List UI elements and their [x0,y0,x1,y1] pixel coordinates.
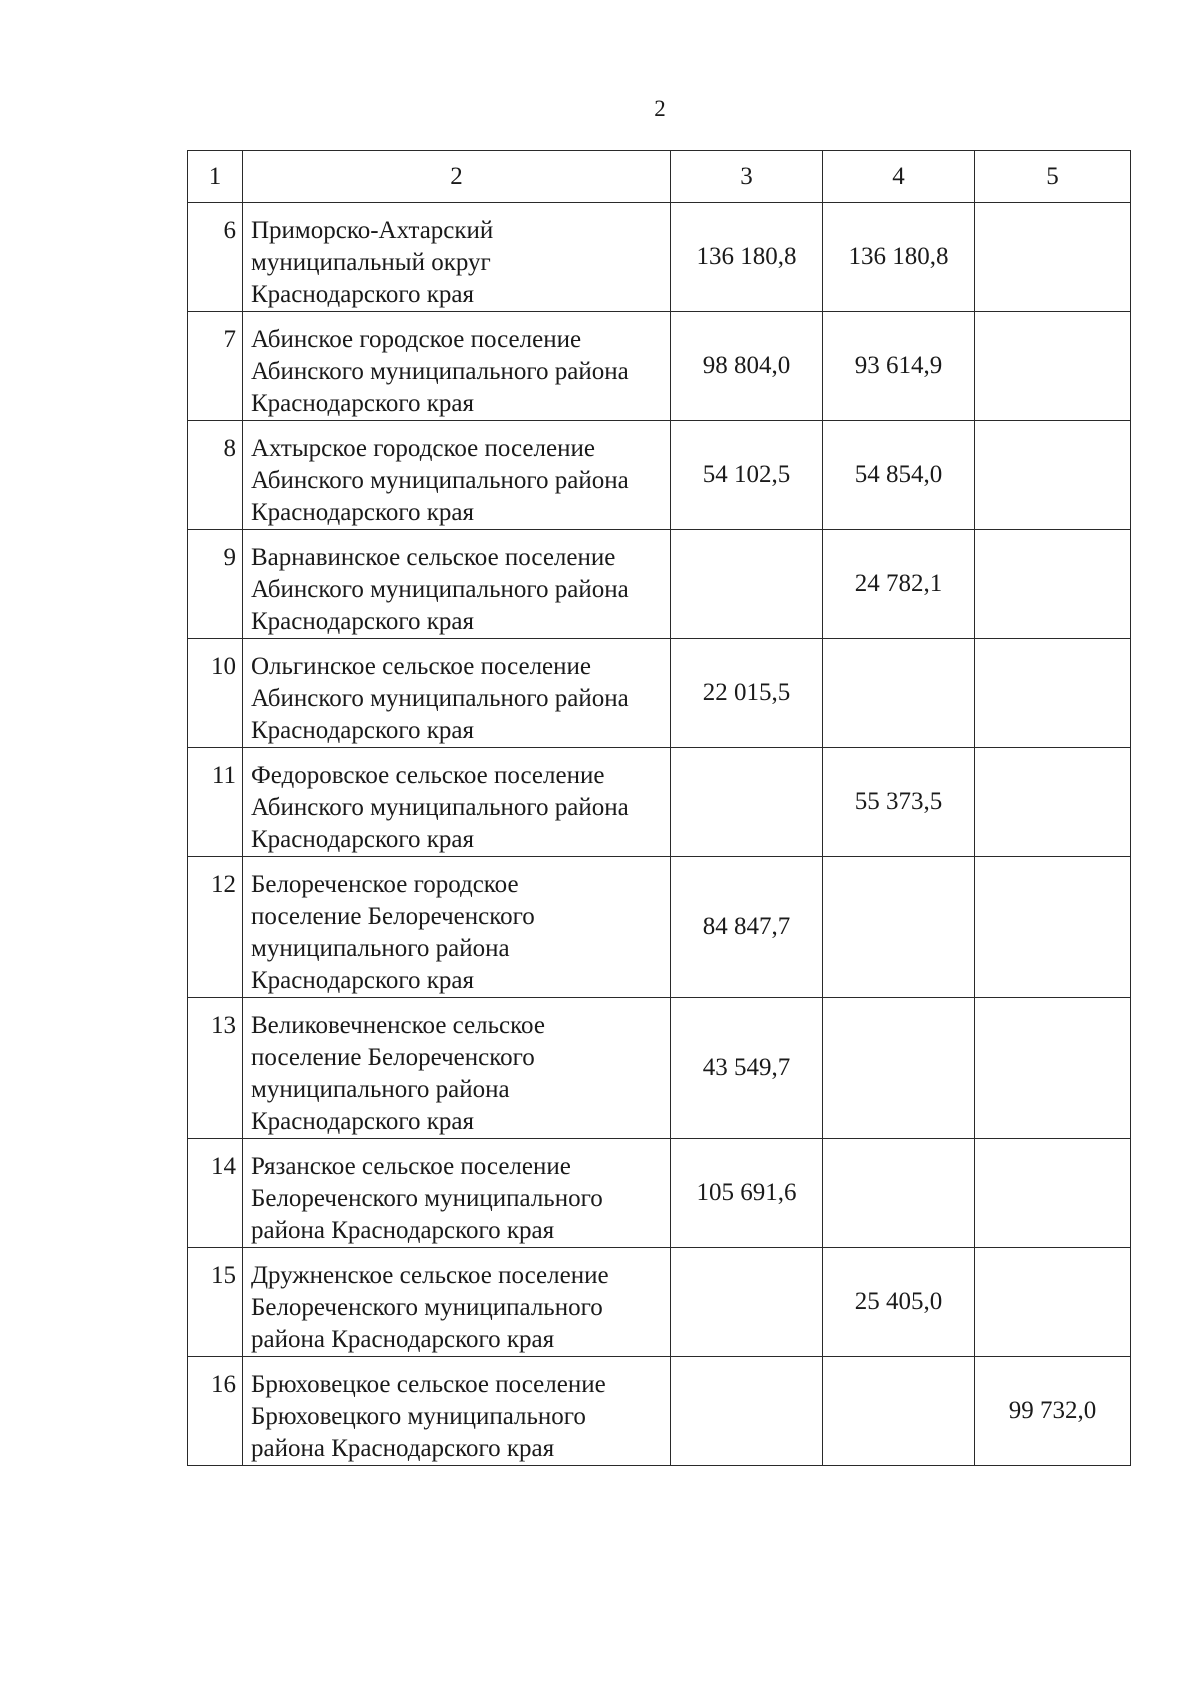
municipality-name-line: Абинского муниципального района [251,358,629,385]
municipality-name-line: поселение Белореченского [251,1044,535,1071]
amount-cell-col4: 24 782,1 [823,530,975,639]
municipality-name-line: Краснодарского края [251,390,474,417]
amount-cell-col5 [975,857,1131,998]
row-number-cell: 16 [188,1357,243,1466]
amount-cell-col4 [823,639,975,748]
municipality-name-line: Абинское городское поселение [251,326,582,353]
table-row [188,530,1131,639]
municipality-name-cell [243,857,671,998]
table-row [188,639,1131,748]
table-row [188,857,1131,998]
municipality-name-cell [243,1357,671,1466]
municipality-name-line: Абинского муниципального района [251,467,629,494]
table-row [188,312,1131,421]
table-body [188,203,1131,1466]
amount-cell-col5: 99 732,0 [975,1357,1131,1466]
table-header [188,151,1131,203]
municipality-name-line: муниципального района [251,1076,510,1103]
table-row [188,998,1131,1139]
municipality-name-line: Федоровское сельское поселение [251,762,605,789]
row-number-cell: 8 [188,421,243,530]
municipality-name-cell [243,998,671,1139]
table-row [188,1248,1131,1357]
table-row [188,1357,1131,1466]
municipality-name-line: Краснодарского края [251,717,474,744]
amount-cell-col3: 22 015,5 [671,639,823,748]
municipality-name-line: района Краснодарского края [251,1217,555,1244]
page-number: 2 [654,96,666,121]
amount-cell-col3 [671,1248,823,1357]
amount-cell-col5 [975,748,1131,857]
row-number-cell: 9 [188,530,243,639]
municipality-name-line: муниципальный округ [251,249,491,276]
amount-cell-col5 [975,1248,1131,1357]
amount-cell-col4: 136 180,8 [823,203,975,312]
municipality-name-cell [243,530,671,639]
row-number-cell: 15 [188,1248,243,1357]
municipality-name-cell [243,1248,671,1357]
municipality-name-line: Дружненское сельское поселение [251,1262,609,1289]
amount-cell-col4: 93 614,9 [823,312,975,421]
amount-cell-col4: 54 854,0 [823,421,975,530]
amount-cell-col5 [975,312,1131,421]
municipality-name-line: Абинского муниципального района [251,685,629,712]
amount-cell-col3 [671,530,823,639]
municipality-name-line: Брюховецкое сельское поселение [251,1371,606,1398]
amount-cell-col3: 98 804,0 [671,312,823,421]
municipality-name-line: Рязанское сельское поселение [251,1153,571,1180]
municipality-name-line: Белореченского муниципального [251,1294,603,1321]
header-cell-3: 3 [671,151,823,203]
amount-cell-col5 [975,998,1131,1139]
row-number-cell: 6 [188,203,243,312]
row-number-cell: 13 [188,998,243,1139]
amount-cell-col5 [975,639,1131,748]
table-row [188,421,1131,530]
municipality-name-line: Краснодарского края [251,281,474,308]
municipality-name-line: Абинского муниципального района [251,794,629,821]
row-number-cell: 10 [188,639,243,748]
municipality-name-line: Ольгинское сельское поселение [251,653,591,680]
municipality-name-cell [243,203,671,312]
municipality-name-line: Абинского муниципального района [251,576,629,603]
municipality-name-line: Белореченского муниципального [251,1185,603,1212]
row-number-cell: 11 [188,748,243,857]
allocation-table [187,150,1131,1466]
header-cell-5: 5 [975,151,1131,203]
amount-cell-col4 [823,857,975,998]
municipality-name-line: района Краснодарского края [251,1326,555,1353]
row-number-cell: 14 [188,1139,243,1248]
row-number-cell: 12 [188,857,243,998]
municipality-name-line: поселение Белореченского [251,903,535,930]
municipality-name-line: Краснодарского края [251,1108,474,1135]
municipality-name-line: Ахтырское городское поселение [251,435,595,462]
amount-cell-col5 [975,421,1131,530]
municipality-name-cell [243,748,671,857]
amount-cell-col3: 105 691,6 [671,1139,823,1248]
municipality-name-line: Брюховецкого муниципального [251,1403,586,1430]
amount-cell-col3: 84 847,7 [671,857,823,998]
amount-cell-col4 [823,1139,975,1248]
municipality-name-line: Краснодарского края [251,499,474,526]
amount-cell-col3: 54 102,5 [671,421,823,530]
amount-cell-col5 [975,1139,1131,1248]
municipality-name-cell [243,312,671,421]
municipality-name-cell [243,1139,671,1248]
municipality-name-line: Варнавинское сельское поселение [251,544,616,571]
municipality-name-line: Краснодарского края [251,826,474,853]
amount-cell-col3 [671,1357,823,1466]
amount-cell-col3: 136 180,8 [671,203,823,312]
municipality-name-line: района Краснодарского края [251,1435,555,1462]
amount-cell-col5 [975,203,1131,312]
municipality-name-line: Краснодарского края [251,608,474,635]
amount-cell-col4 [823,1357,975,1466]
municipality-name-line: муниципального района [251,935,510,962]
amount-cell-col4 [823,998,975,1139]
row-number-cell: 7 [188,312,243,421]
header-row [188,151,1131,203]
table-row [188,748,1131,857]
table-row [188,1139,1131,1248]
municipality-name-line: Приморско-Ахтарский [251,217,494,244]
municipality-name-line: Белореченское городское [251,871,519,898]
municipality-name-line: Великовечненское сельское [251,1012,545,1039]
table-row [188,203,1131,312]
amount-cell-col4: 55 373,5 [823,748,975,857]
municipality-name-line: Краснодарского края [251,967,474,994]
amount-cell-col5 [975,530,1131,639]
municipality-name-cell [243,639,671,748]
header-cell-2: 2 [243,151,671,203]
amount-cell-col4: 25 405,0 [823,1248,975,1357]
amount-cell-col3 [671,748,823,857]
municipality-name-cell [243,421,671,530]
header-cell-4: 4 [823,151,975,203]
amount-cell-col3: 43 549,7 [671,998,823,1139]
header-cell-1: 1 [188,151,243,203]
